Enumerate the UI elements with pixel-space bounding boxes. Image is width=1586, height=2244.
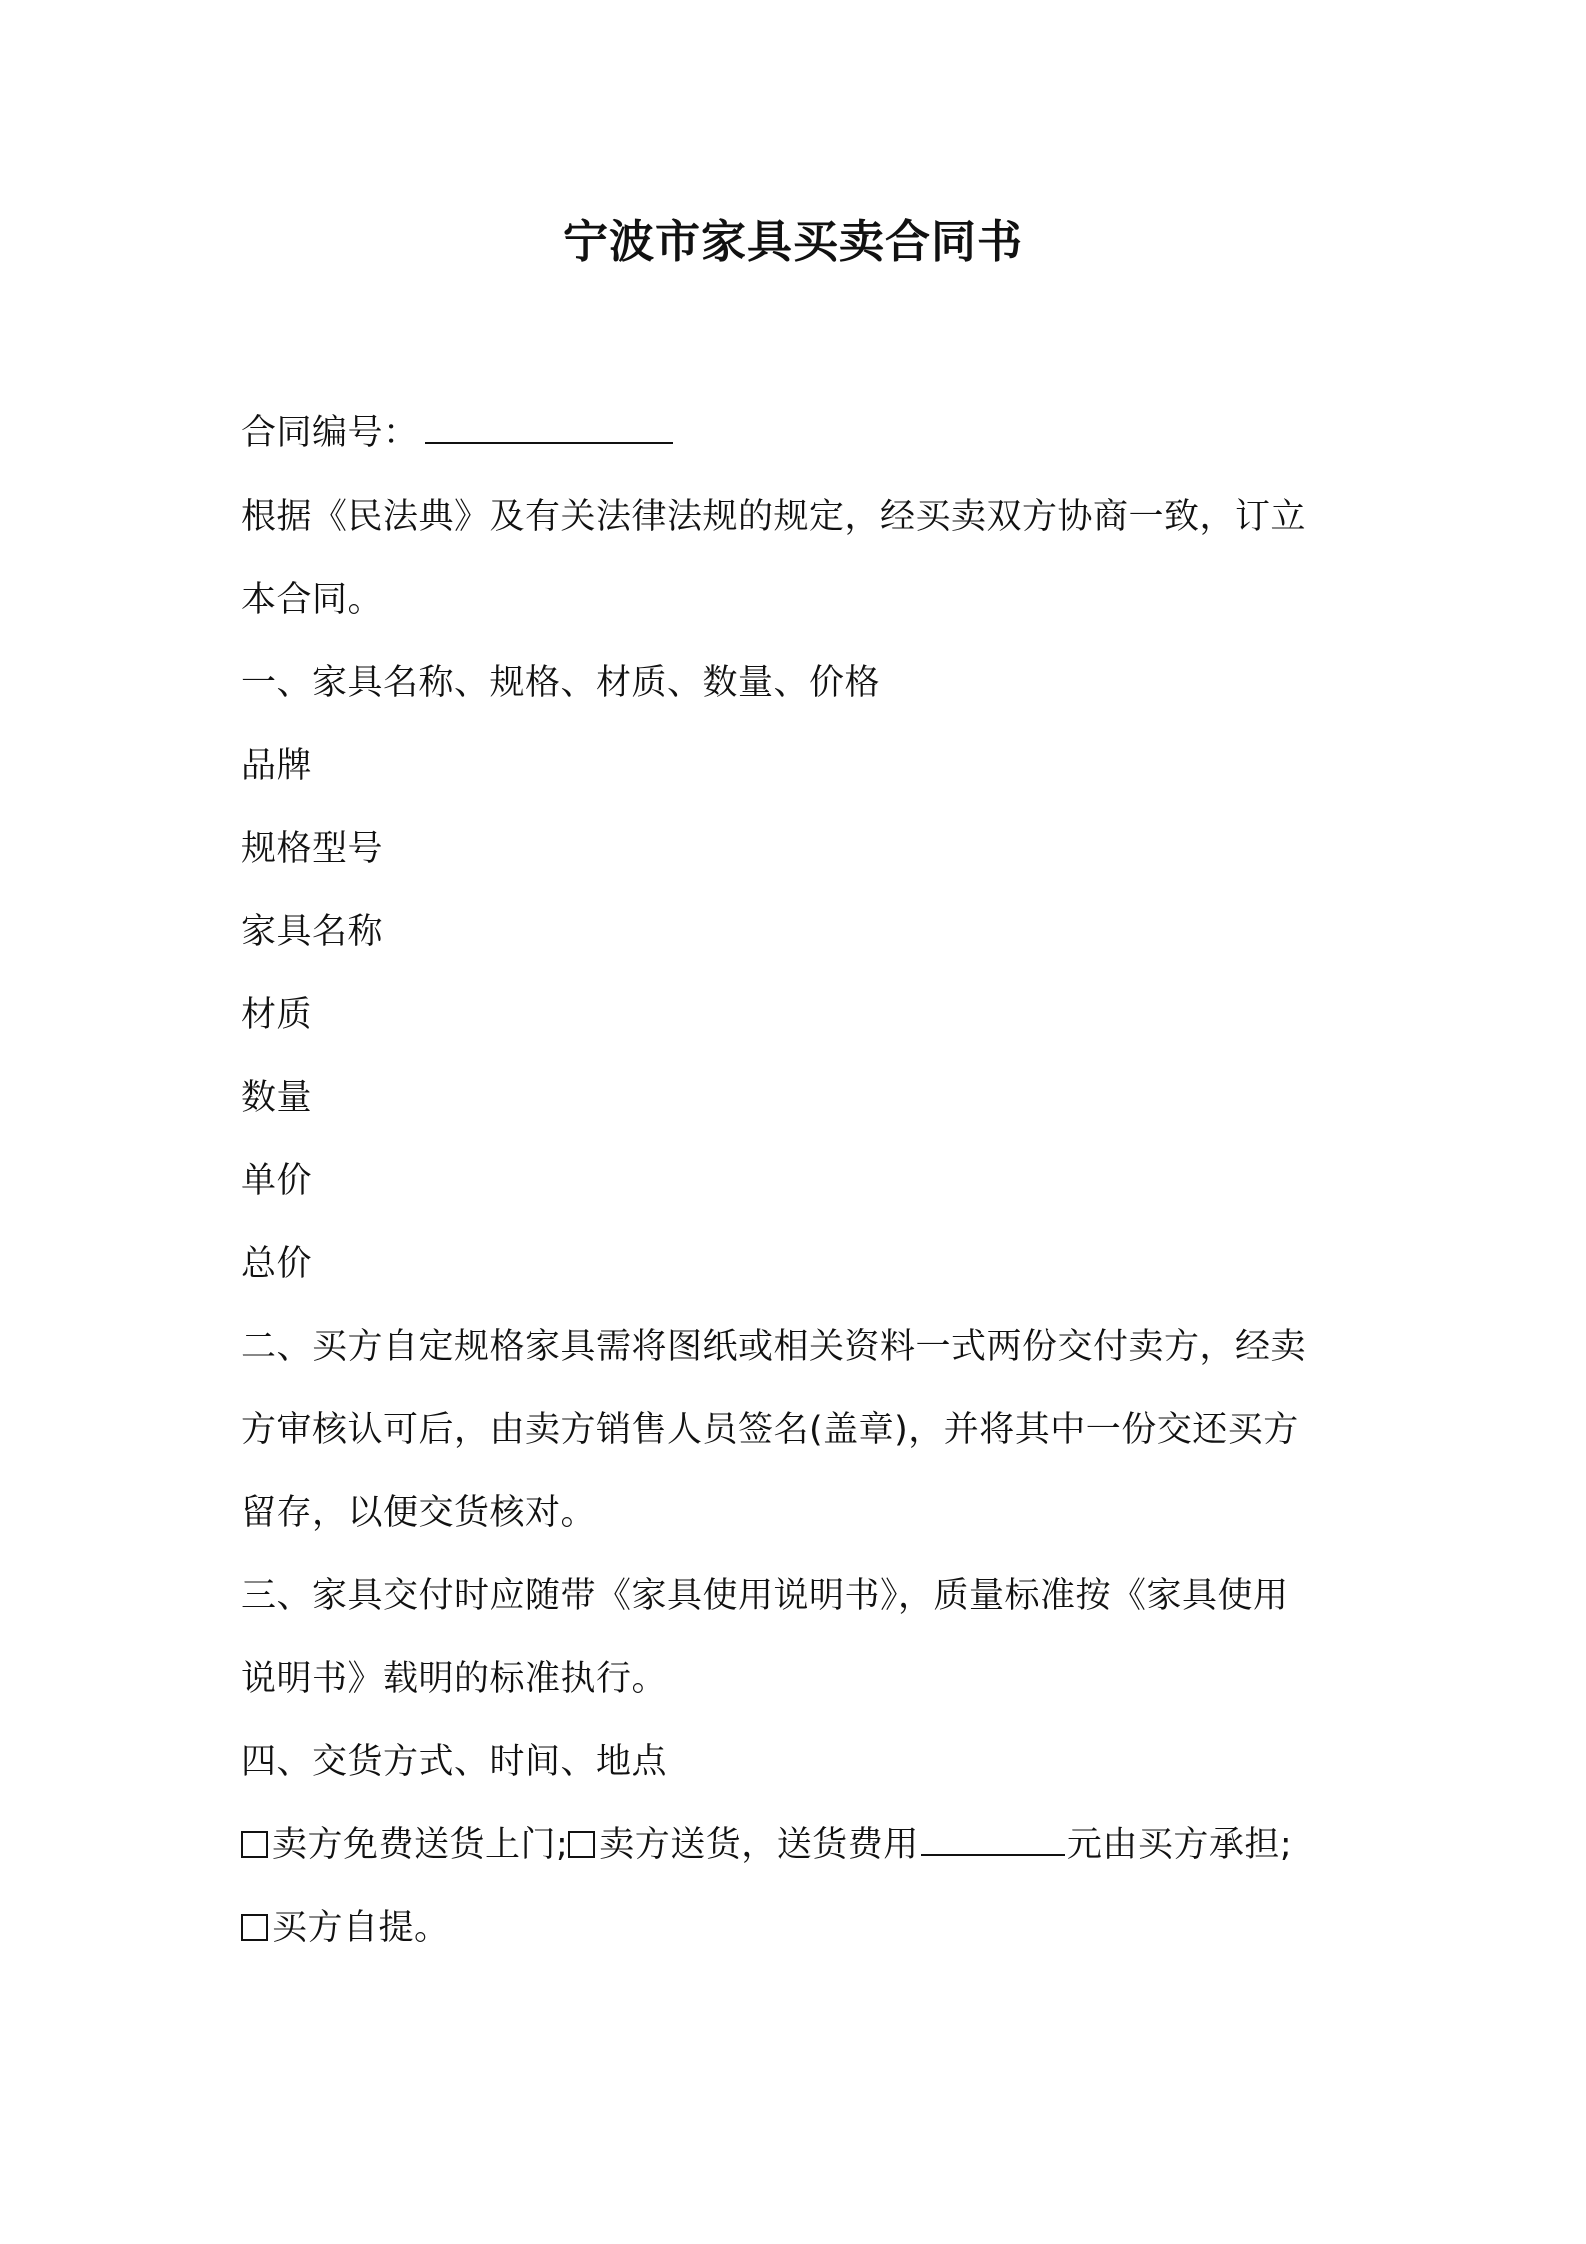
- delivery-option-self-pickup-label: 买方自提。: [272, 1908, 450, 1948]
- field-total-price: 总价: [241, 1244, 313, 1284]
- delivery-option-paid-label: 卖方送货，送货费用: [599, 1825, 919, 1865]
- checkbox-free-delivery[interactable]: [241, 1831, 268, 1858]
- delivery-options-line: [241, 1820, 1361, 1870]
- section-2-line-1: 二、买方自定规格家具需将图纸或相关资料一式两份交付卖方，经卖: [241, 1327, 1307, 1367]
- field-model: 规格型号: [241, 829, 384, 869]
- contract-number-blank: [425, 408, 673, 444]
- intro-line-1: 根据《民法典》及有关法律法规的规定，经买卖双方协商一致，订立: [241, 497, 1307, 537]
- section-3-line-2: 说明书》载明的标准执行。: [241, 1659, 668, 1699]
- contract-number-line: [241, 408, 1361, 458]
- intro-line-2: 本合同。: [241, 580, 384, 620]
- field-unit-price: 单价: [241, 1161, 313, 1201]
- field-material: 材质: [241, 995, 313, 1035]
- page-title: 宁波市家具买卖合同书: [562, 215, 1023, 268]
- field-quantity: 数量: [241, 1078, 313, 1118]
- section-2-line-3: 留存，以便交货核对。: [241, 1493, 597, 1533]
- field-brand: 品牌: [241, 746, 313, 786]
- contract-number-label: 合同编号：: [241, 413, 419, 453]
- section-4-heading: 四、交货方式、时间、地点: [241, 1742, 668, 1782]
- section-1-heading: 一、家具名称、规格、材质、数量、价格: [241, 663, 881, 703]
- delivery-fee-blank: [921, 1820, 1065, 1856]
- checkbox-self-pickup[interactable]: [241, 1914, 268, 1941]
- section-3-line-1: 三、家具交付时应随带《家具使用说明书》，质量标准按《家具使用: [241, 1576, 1289, 1616]
- delivery-fee-suffix: 元由买方承担;: [1066, 1825, 1293, 1865]
- delivery-option-free-label: 卖方免费送货上门;: [272, 1825, 569, 1865]
- delivery-option-self-pickup-line: [241, 1903, 1361, 1953]
- checkbox-paid-delivery[interactable]: [568, 1831, 595, 1858]
- field-furniture-name: 家具名称: [241, 912, 384, 952]
- section-2-line-2: 方审核认可后，由卖方销售人员签名(盖章)，并将其中一份交还买方: [241, 1410, 1299, 1450]
